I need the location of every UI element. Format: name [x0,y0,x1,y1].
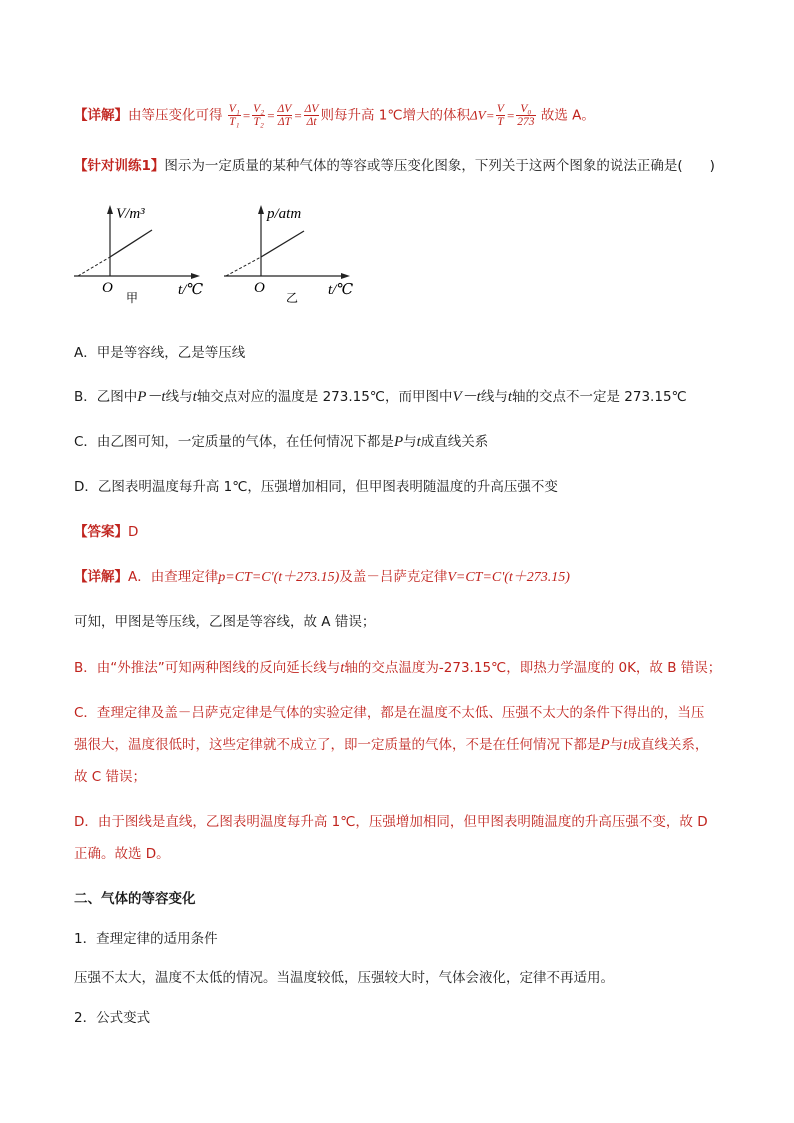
question-text: 图示为一定质量的某种气体的等容或等压变化图象，下列关于这两个图象的说法正确是( ) [164,158,715,174]
detail-tag-2: 【详解】 [74,569,128,585]
detail-tag: 【详解】 [74,107,128,124]
fraction-dv-dT: $\frac{\Delta V}{\Delta T}$ [277,103,292,128]
fraction-v0-273: $\frac{\text{V₀}}{273}$ [517,103,535,128]
detail-c-line3: 故 C 错误； [74,769,147,785]
x-label-left: t/℃ [178,282,204,298]
detail-b-line: B．由“外推法”可知两种图线的反向延长线与t轴的交点温度为-273.15℃，即热力学温度的 0K，故 B 错误； [74,660,722,676]
detail-text-post: 故选 A。 [540,107,595,124]
fraction-v-t: $\frac{V}{T}$ [496,103,504,128]
dashed-extension-right [226,257,261,276]
axis-label-right: p/atm [267,206,302,222]
fraction-v2-t2: $\frac{\text{V₂}}{\text{T₂}}$ [253,103,265,128]
gas-graphs [64,196,364,306]
line-right [261,231,304,257]
section-item-1-text: 压强不太大，温度不太低的情况。当温度较低，压强较大时，气体会液化，定律不再适用。 [74,970,614,986]
axis-label-left: V/m³ [116,206,145,222]
detail-d-line1: D．由于图线是直线，乙图表明温度每升高 1℃，压强增加相同，但甲图表明随温度的升高压强不变，故 D [74,814,708,830]
detail-line-1: 【详解】由等压变化可得 $\frac{\text{V₁}}{\text{T₁}}$ = $\frac{\text{V₂}}{\text{T₂}}$ = $\frac{\Delta V}{\Delta T}$ = $\frac{\Delta V}{\Delta t}$ 则每升高 1℃增大的体积ΔV= $\frac{V}{T}$ = $\frac{\text{V₀}}{273}$ 故选 A。 [74,103,595,128]
graph-name-left: 甲 [126,291,139,305]
detail-c-line2: 强很大，温度很低时，这些定律就不成立了，即一定质量的气体，不是在任何情况下都是P与t成直线关系， [74,737,709,753]
detail-a-line: 【详解】A．由查理定律p=CT=C'(t＋273.15)及盖－吕萨克定律V=CT=C'(t＋273.15) [74,569,570,585]
detail-text-mid: 则每升高 1℃增大的体积 [320,107,470,124]
line-left [110,230,152,257]
x-arrow-left [191,273,200,279]
graphs-svg [64,196,364,306]
origin-left: O [102,280,113,296]
x-arrow-right [341,273,350,279]
detail-text: 由等压变化可得 [128,107,223,124]
origin-right: O [254,280,265,296]
answer-value: D [128,524,139,540]
fraction-dv-dt: $\frac{\Delta V}{\Delta t}$ [304,103,319,128]
section-item-1: 1．查理定律的适用条件 [74,931,218,947]
option-a: A．甲是等容线，乙是等压线 [74,345,246,361]
detail-d-line2: 正确。故选 D。 [74,846,170,862]
graph-jia [74,205,203,305]
question-line [74,156,715,176]
graph-name-right: 乙 [286,291,299,305]
answer-tag: 【答案】 [74,524,128,540]
option-c: C．由乙图可知，一定质量的气体，在任何情况下都是P与t成直线关系 [74,434,489,450]
graph-yi [224,205,353,305]
option-b: B．乙图中P－t线与t轴交点对应的温度是 273.15℃，而甲图中V－t线与t轴的交点不一定是 273.15℃ [74,389,687,405]
x-label-right: t/℃ [328,282,354,298]
dashed-extension-left [78,257,110,276]
y-arrow-left [107,205,113,214]
section-item-2: 2．公式变式 [74,1010,151,1026]
y-arrow-right [258,205,264,214]
detail-c-line1: C．查理定律及盖－吕萨克定律是气体的实验定律，都是在温度不太低、压强不太大的条件下得出的，当压 [74,705,705,721]
section-heading: 二、气体的等容变化 [74,891,196,907]
detail-a-line2: 可知，甲图是等压线，乙图是等容线，故 A 错误； [74,614,376,630]
answer-line [74,522,138,542]
option-d: D．乙图表明温度每升高 1℃，压强增加相同，但甲图表明随温度的升高压强不变 [74,479,558,495]
question-tag: 【针对训练1】 [74,158,165,174]
fraction-v1-t1: $\frac{\text{V₁}}{\text{T₁}}$ [228,103,240,128]
